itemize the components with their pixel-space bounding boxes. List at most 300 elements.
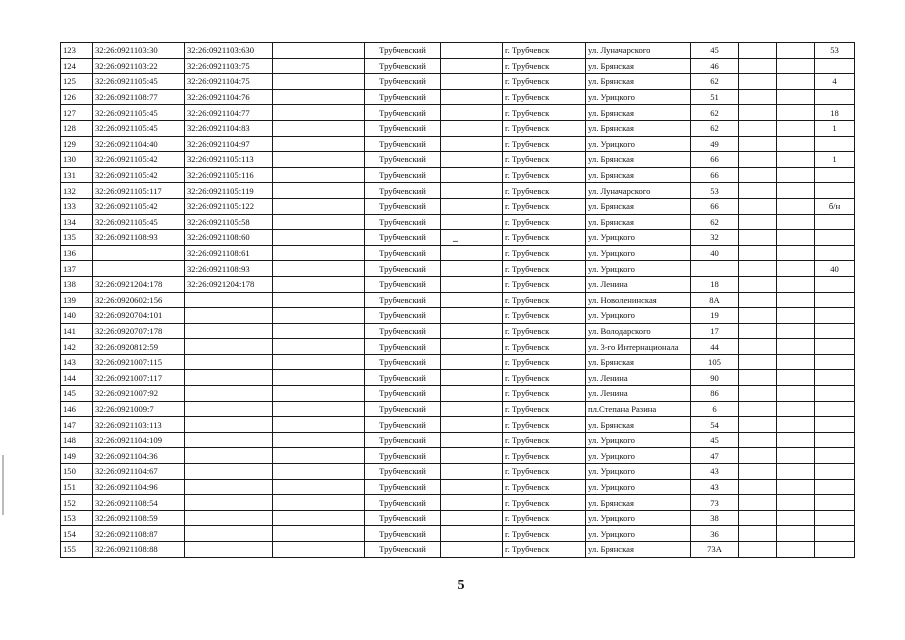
- table-row: [61, 167, 855, 183]
- district-cell: Трубчевский: [365, 401, 441, 417]
- extra-column-2-cell: [777, 261, 815, 277]
- extra-column-2-cell: [777, 308, 815, 324]
- row-number-cell: 151: [61, 479, 93, 495]
- row-number-cell: 145: [61, 386, 93, 402]
- house-number-cell: 66: [691, 152, 739, 168]
- city-cell: г. Трубчевск: [503, 43, 586, 59]
- empty-column-2-cell: [441, 58, 503, 74]
- cadastral-number-b-cell: [185, 370, 273, 386]
- street-cell: ул. Урицкого: [586, 245, 691, 261]
- street-cell: ул. Ленина: [586, 386, 691, 402]
- extra-column-1-cell: [739, 401, 777, 417]
- street-cell: ул. Урицкого: [586, 136, 691, 152]
- empty-column-cell: [273, 276, 365, 292]
- cadastral-number-b-cell: 32:26:0921105:119: [185, 183, 273, 199]
- house-number-cell: 73А: [691, 542, 739, 558]
- house-number-cell: 8А: [691, 292, 739, 308]
- apartment-number-cell: [815, 370, 855, 386]
- extra-column-1-cell: [739, 58, 777, 74]
- extra-column-1-cell: [739, 464, 777, 480]
- cadastral-number-a-cell: 32:26:0921105:45: [93, 74, 185, 90]
- apartment-number-cell: 1: [815, 120, 855, 136]
- empty-column-2-cell: [441, 214, 503, 230]
- cadastral-number-a-cell: 32:26:0921007:117: [93, 370, 185, 386]
- table-row: [61, 136, 855, 152]
- extra-column-2-cell: [777, 58, 815, 74]
- extra-column-1-cell: [739, 167, 777, 183]
- empty-column-cell: [273, 479, 365, 495]
- house-number-cell: 46: [691, 58, 739, 74]
- table-row: [61, 542, 855, 558]
- city-cell: г. Трубчевск: [503, 542, 586, 558]
- table-row: [61, 479, 855, 495]
- table-row: [61, 308, 855, 324]
- extra-column-1-cell: [739, 432, 777, 448]
- street-cell: ул. Брянская: [586, 354, 691, 370]
- house-number-cell: 86: [691, 386, 739, 402]
- street-cell: ул. 3-го Интернационала: [586, 339, 691, 355]
- row-number-cell: 136: [61, 245, 93, 261]
- district-cell: Трубчевский: [365, 479, 441, 495]
- apartment-number-cell: [815, 495, 855, 511]
- row-number-cell: 147: [61, 417, 93, 433]
- empty-column-cell: [273, 105, 365, 121]
- street-cell: ул. Ленина: [586, 370, 691, 386]
- empty-column-2-cell: [441, 354, 503, 370]
- extra-column-2-cell: [777, 479, 815, 495]
- cadastral-number-a-cell: 32:26:0921105:117: [93, 183, 185, 199]
- extra-column-1-cell: [739, 495, 777, 511]
- street-cell: ул. Брянская: [586, 542, 691, 558]
- cadastral-number-a-cell: 32:26:0921104:67: [93, 464, 185, 480]
- empty-column-cell: [273, 261, 365, 277]
- row-number-cell: 129: [61, 136, 93, 152]
- district-cell: Трубчевский: [365, 136, 441, 152]
- apartment-number-cell: 4: [815, 74, 855, 90]
- empty-column-cell: [273, 89, 365, 105]
- house-number-cell: 44: [691, 339, 739, 355]
- cadastral-number-b-cell: 32:26:0921105:116: [185, 167, 273, 183]
- apartment-number-cell: б/н: [815, 198, 855, 214]
- cadastral-number-b-cell: 32:26:0921105:122: [185, 198, 273, 214]
- district-cell: Трубчевский: [365, 58, 441, 74]
- house-number-cell: 62: [691, 74, 739, 90]
- house-number-cell: 40: [691, 245, 739, 261]
- cadastral-number-b-cell: 32:26:0921204:178: [185, 276, 273, 292]
- extra-column-1-cell: [739, 152, 777, 168]
- house-number-cell: 90: [691, 370, 739, 386]
- empty-column-cell: [273, 386, 365, 402]
- extra-column-2-cell: [777, 542, 815, 558]
- district-cell: Трубчевский: [365, 89, 441, 105]
- row-number-cell: 132: [61, 183, 93, 199]
- street-cell: ул. Брянская: [586, 152, 691, 168]
- apartment-number-cell: [815, 183, 855, 199]
- house-number-cell: 53: [691, 183, 739, 199]
- cadastral-number-b-cell: [185, 464, 273, 480]
- city-cell: г. Трубчевск: [503, 58, 586, 74]
- extra-column-2-cell: [777, 510, 815, 526]
- table-row: [61, 43, 855, 59]
- city-cell: г. Трубчевск: [503, 386, 586, 402]
- extra-column-2-cell: [777, 276, 815, 292]
- apartment-number-cell: [815, 464, 855, 480]
- row-number-cell: 137: [61, 261, 93, 277]
- empty-column-cell: [273, 339, 365, 355]
- row-number-cell: 134: [61, 214, 93, 230]
- street-cell: ул. Брянская: [586, 58, 691, 74]
- row-number-cell: 139: [61, 292, 93, 308]
- empty-column-cell: [273, 167, 365, 183]
- empty-column-cell: [273, 43, 365, 59]
- empty-column-cell: [273, 245, 365, 261]
- extra-column-2-cell: [777, 230, 815, 246]
- extra-column-1-cell: [739, 339, 777, 355]
- extra-column-1-cell: [739, 510, 777, 526]
- apartment-number-cell: [815, 479, 855, 495]
- apartment-number-cell: [815, 214, 855, 230]
- extra-column-1-cell: [739, 542, 777, 558]
- empty-column-2-cell: [441, 245, 503, 261]
- apartment-number-cell: [815, 448, 855, 464]
- table-row: [61, 292, 855, 308]
- empty-column-2-cell: [441, 510, 503, 526]
- street-cell: пл.Степана Разина: [586, 401, 691, 417]
- empty-column-cell: [273, 74, 365, 90]
- cadastral-number-b-cell: [185, 448, 273, 464]
- empty-column-2-cell: [441, 198, 503, 214]
- apartment-number-cell: [815, 292, 855, 308]
- extra-column-1-cell: [739, 136, 777, 152]
- city-cell: г. Трубчевск: [503, 214, 586, 230]
- empty-column-cell: [273, 432, 365, 448]
- cadastral-number-a-cell: 32:26:0920812:59: [93, 339, 185, 355]
- row-number-cell: 144: [61, 370, 93, 386]
- house-number-cell: 45: [691, 432, 739, 448]
- house-number-cell: 105: [691, 354, 739, 370]
- empty-column-2-cell: [441, 464, 503, 480]
- cadastral-number-b-cell: 32:26:0921104:75: [185, 74, 273, 90]
- apartment-number-cell: [815, 510, 855, 526]
- table-row: [61, 448, 855, 464]
- cadastral-number-b-cell: [185, 292, 273, 308]
- extra-column-2-cell: [777, 464, 815, 480]
- empty-column-2-cell: [441, 479, 503, 495]
- city-cell: г. Трубчевск: [503, 339, 586, 355]
- district-cell: Трубчевский: [365, 448, 441, 464]
- extra-column-1-cell: [739, 261, 777, 277]
- city-cell: г. Трубчевск: [503, 276, 586, 292]
- cadastral-number-a-cell: 32:26:0921104:40: [93, 136, 185, 152]
- street-cell: ул. Урицкого: [586, 479, 691, 495]
- city-cell: г. Трубчевск: [503, 354, 586, 370]
- extra-column-2-cell: [777, 432, 815, 448]
- district-cell: Трубчевский: [365, 495, 441, 511]
- row-number-cell: 152: [61, 495, 93, 511]
- empty-column-2-cell: [441, 43, 503, 59]
- street-cell: ул. Урицкого: [586, 261, 691, 277]
- table-row: [61, 276, 855, 292]
- row-number-cell: 149: [61, 448, 93, 464]
- extra-column-1-cell: [739, 105, 777, 121]
- cadastral-number-a-cell: 32:26:0920707:178: [93, 323, 185, 339]
- city-cell: г. Трубчевск: [503, 136, 586, 152]
- row-number-cell: 138: [61, 276, 93, 292]
- extra-column-2-cell: [777, 339, 815, 355]
- table-row: [61, 370, 855, 386]
- apartment-number-cell: 40: [815, 261, 855, 277]
- city-cell: г. Трубчевск: [503, 230, 586, 246]
- extra-column-2-cell: [777, 105, 815, 121]
- empty-column-cell: [273, 526, 365, 542]
- district-cell: Трубчевский: [365, 43, 441, 59]
- street-cell: ул. Брянская: [586, 120, 691, 136]
- extra-column-1-cell: [739, 308, 777, 324]
- table-row: [61, 417, 855, 433]
- table-row: [61, 198, 855, 214]
- cadastral-number-b-cell: [185, 510, 273, 526]
- cadastral-number-b-cell: [185, 308, 273, 324]
- row-number-cell: 154: [61, 526, 93, 542]
- register-table: [60, 42, 855, 558]
- house-number-cell: 36: [691, 526, 739, 542]
- district-cell: Трубчевский: [365, 214, 441, 230]
- apartment-number-cell: [815, 386, 855, 402]
- extra-column-2-cell: [777, 417, 815, 433]
- house-number-cell: 54: [691, 417, 739, 433]
- street-cell: ул. Луначарского: [586, 183, 691, 199]
- extra-column-1-cell: [739, 370, 777, 386]
- cadastral-number-b-cell: [185, 354, 273, 370]
- house-number-cell: 62: [691, 105, 739, 121]
- empty-column-2-cell: [441, 417, 503, 433]
- cadastral-number-a-cell: 32:26:0921105:45: [93, 120, 185, 136]
- cadastral-number-a-cell: 32:26:0921103:22: [93, 58, 185, 74]
- extra-column-2-cell: [777, 448, 815, 464]
- empty-column-cell: [273, 230, 365, 246]
- house-number-cell: 19: [691, 308, 739, 324]
- cadastral-number-a-cell: 32:26:0921104:96: [93, 479, 185, 495]
- cadastral-number-b-cell: 32:26:0921104:77: [185, 105, 273, 121]
- empty-column-cell: [273, 136, 365, 152]
- table-row: [61, 152, 855, 168]
- apartment-number-cell: [815, 89, 855, 105]
- extra-column-1-cell: [739, 417, 777, 433]
- extra-column-1-cell: [739, 479, 777, 495]
- city-cell: г. Трубчевск: [503, 308, 586, 324]
- empty-column-2-cell: [441, 370, 503, 386]
- table-row: [61, 323, 855, 339]
- apartment-number-cell: [815, 432, 855, 448]
- apartment-number-cell: [815, 167, 855, 183]
- row-number-cell: 148: [61, 432, 93, 448]
- city-cell: г. Трубчевск: [503, 261, 586, 277]
- apartment-number-cell: [815, 354, 855, 370]
- district-cell: Трубчевский: [365, 370, 441, 386]
- row-number-cell: 150: [61, 464, 93, 480]
- city-cell: г. Трубчевск: [503, 152, 586, 168]
- row-number-cell: 141: [61, 323, 93, 339]
- extra-column-1-cell: [739, 354, 777, 370]
- table-row: [61, 58, 855, 74]
- empty-column-2-cell: [441, 261, 503, 277]
- cadastral-number-a-cell: 32:26:0921204:178: [93, 276, 185, 292]
- empty-column-2-cell: [441, 401, 503, 417]
- table-row: [61, 401, 855, 417]
- row-number-cell: 130: [61, 152, 93, 168]
- city-cell: г. Трубчевск: [503, 74, 586, 90]
- house-number-cell: 45: [691, 43, 739, 59]
- empty-column-cell: [273, 354, 365, 370]
- empty-column-2-cell: [441, 136, 503, 152]
- district-cell: Трубчевский: [365, 276, 441, 292]
- house-number-cell: 43: [691, 479, 739, 495]
- table-row: [61, 105, 855, 121]
- extra-column-2-cell: [777, 495, 815, 511]
- cadastral-number-a-cell: 32:26:0921105:42: [93, 167, 185, 183]
- row-number-cell: 133: [61, 198, 93, 214]
- street-cell: ул. Урицкого: [586, 464, 691, 480]
- row-number-cell: 128: [61, 120, 93, 136]
- city-cell: г. Трубчевск: [503, 495, 586, 511]
- empty-column-cell: [273, 152, 365, 168]
- empty-column-2-cell: [441, 230, 503, 246]
- street-cell: ул. Урицкого: [586, 448, 691, 464]
- empty-column-cell: [273, 510, 365, 526]
- cadastral-number-b-cell: [185, 432, 273, 448]
- apartment-number-cell: 1: [815, 152, 855, 168]
- cadastral-number-b-cell: 32:26:0921105:113: [185, 152, 273, 168]
- street-cell: ул. Брянская: [586, 105, 691, 121]
- extra-column-2-cell: [777, 89, 815, 105]
- empty-column-cell: [273, 464, 365, 480]
- cadastral-number-a-cell: 32:26:0920704:101: [93, 308, 185, 324]
- apartment-number-cell: [815, 136, 855, 152]
- cadastral-number-b-cell: 32:26:0921103:630: [185, 43, 273, 59]
- street-cell: ул. Луначарского: [586, 43, 691, 59]
- extra-column-2-cell: [777, 354, 815, 370]
- street-cell: ул. Урицкого: [586, 432, 691, 448]
- cadastral-number-a-cell: [93, 245, 185, 261]
- extra-column-2-cell: [777, 526, 815, 542]
- house-number-cell: 66: [691, 167, 739, 183]
- district-cell: Трубчевский: [365, 167, 441, 183]
- street-cell: ул. Урицкого: [586, 510, 691, 526]
- row-number-cell: 124: [61, 58, 93, 74]
- row-number-cell: 125: [61, 74, 93, 90]
- extra-column-2-cell: [777, 120, 815, 136]
- empty-column-cell: [273, 292, 365, 308]
- cadastral-number-a-cell: 32:26:0921007:92: [93, 386, 185, 402]
- house-number-cell: 47: [691, 448, 739, 464]
- house-number-cell: 43: [691, 464, 739, 480]
- table-row: [61, 261, 855, 277]
- apartment-number-cell: 53: [815, 43, 855, 59]
- empty-column-2-cell: [441, 495, 503, 511]
- extra-column-1-cell: [739, 292, 777, 308]
- table-row: [61, 526, 855, 542]
- extra-column-2-cell: [777, 386, 815, 402]
- cadastral-number-b-cell: [185, 401, 273, 417]
- extra-column-1-cell: [739, 120, 777, 136]
- city-cell: г. Трубчевск: [503, 245, 586, 261]
- cadastral-number-a-cell: 32:26:0921108:59: [93, 510, 185, 526]
- house-number-cell: [691, 261, 739, 277]
- house-number-cell: 62: [691, 120, 739, 136]
- extra-column-2-cell: [777, 370, 815, 386]
- house-number-cell: 51: [691, 89, 739, 105]
- extra-column-1-cell: [739, 526, 777, 542]
- extra-column-1-cell: [739, 245, 777, 261]
- district-cell: Трубчевский: [365, 386, 441, 402]
- apartment-number-cell: [815, 339, 855, 355]
- cadastral-number-b-cell: 32:26:0921104:97: [185, 136, 273, 152]
- apartment-number-cell: 18: [815, 105, 855, 121]
- extra-column-2-cell: [777, 245, 815, 261]
- extra-column-2-cell: [777, 214, 815, 230]
- row-number-cell: 142: [61, 339, 93, 355]
- extra-column-2-cell: [777, 136, 815, 152]
- empty-column-2-cell: [441, 542, 503, 558]
- cadastral-number-a-cell: 32:26:0921009:7: [93, 401, 185, 417]
- stray-pen-mark: _: [453, 232, 458, 243]
- table-row: [61, 245, 855, 261]
- district-cell: Трубчевский: [365, 245, 441, 261]
- cadastral-number-b-cell: [185, 495, 273, 511]
- extra-column-1-cell: [739, 43, 777, 59]
- empty-column-cell: [273, 308, 365, 324]
- empty-column-cell: [273, 401, 365, 417]
- city-cell: г. Трубчевск: [503, 292, 586, 308]
- row-number-cell: 143: [61, 354, 93, 370]
- extra-column-2-cell: [777, 401, 815, 417]
- cadastral-number-b-cell: [185, 417, 273, 433]
- cadastral-number-b-cell: [185, 479, 273, 495]
- empty-column-cell: [273, 495, 365, 511]
- extra-column-1-cell: [739, 323, 777, 339]
- district-cell: Трубчевский: [365, 230, 441, 246]
- cadastral-number-b-cell: 32:26:0921103:75: [185, 58, 273, 74]
- apartment-number-cell: [815, 230, 855, 246]
- cadastral-number-b-cell: [185, 386, 273, 402]
- extra-column-1-cell: [739, 214, 777, 230]
- extra-column-1-cell: [739, 448, 777, 464]
- city-cell: г. Трубчевск: [503, 401, 586, 417]
- street-cell: ул. Брянская: [586, 495, 691, 511]
- apartment-number-cell: [815, 323, 855, 339]
- extra-column-2-cell: [777, 292, 815, 308]
- house-number-cell: 38: [691, 510, 739, 526]
- cadastral-number-a-cell: [93, 261, 185, 277]
- extra-column-1-cell: [739, 183, 777, 199]
- district-cell: Трубчевский: [365, 74, 441, 90]
- city-cell: г. Трубчевск: [503, 89, 586, 105]
- city-cell: г. Трубчевск: [503, 432, 586, 448]
- street-cell: ул. Брянская: [586, 167, 691, 183]
- row-number-cell: 131: [61, 167, 93, 183]
- district-cell: Трубчевский: [365, 542, 441, 558]
- row-number-cell: 146: [61, 401, 93, 417]
- city-cell: г. Трубчевск: [503, 479, 586, 495]
- empty-column-cell: [273, 370, 365, 386]
- district-cell: Трубчевский: [365, 292, 441, 308]
- extra-column-2-cell: [777, 43, 815, 59]
- empty-column-cell: [273, 198, 365, 214]
- table-row: [61, 183, 855, 199]
- house-number-cell: 17: [691, 323, 739, 339]
- cadastral-number-a-cell: 32:26:0921108:77: [93, 89, 185, 105]
- extra-column-1-cell: [739, 198, 777, 214]
